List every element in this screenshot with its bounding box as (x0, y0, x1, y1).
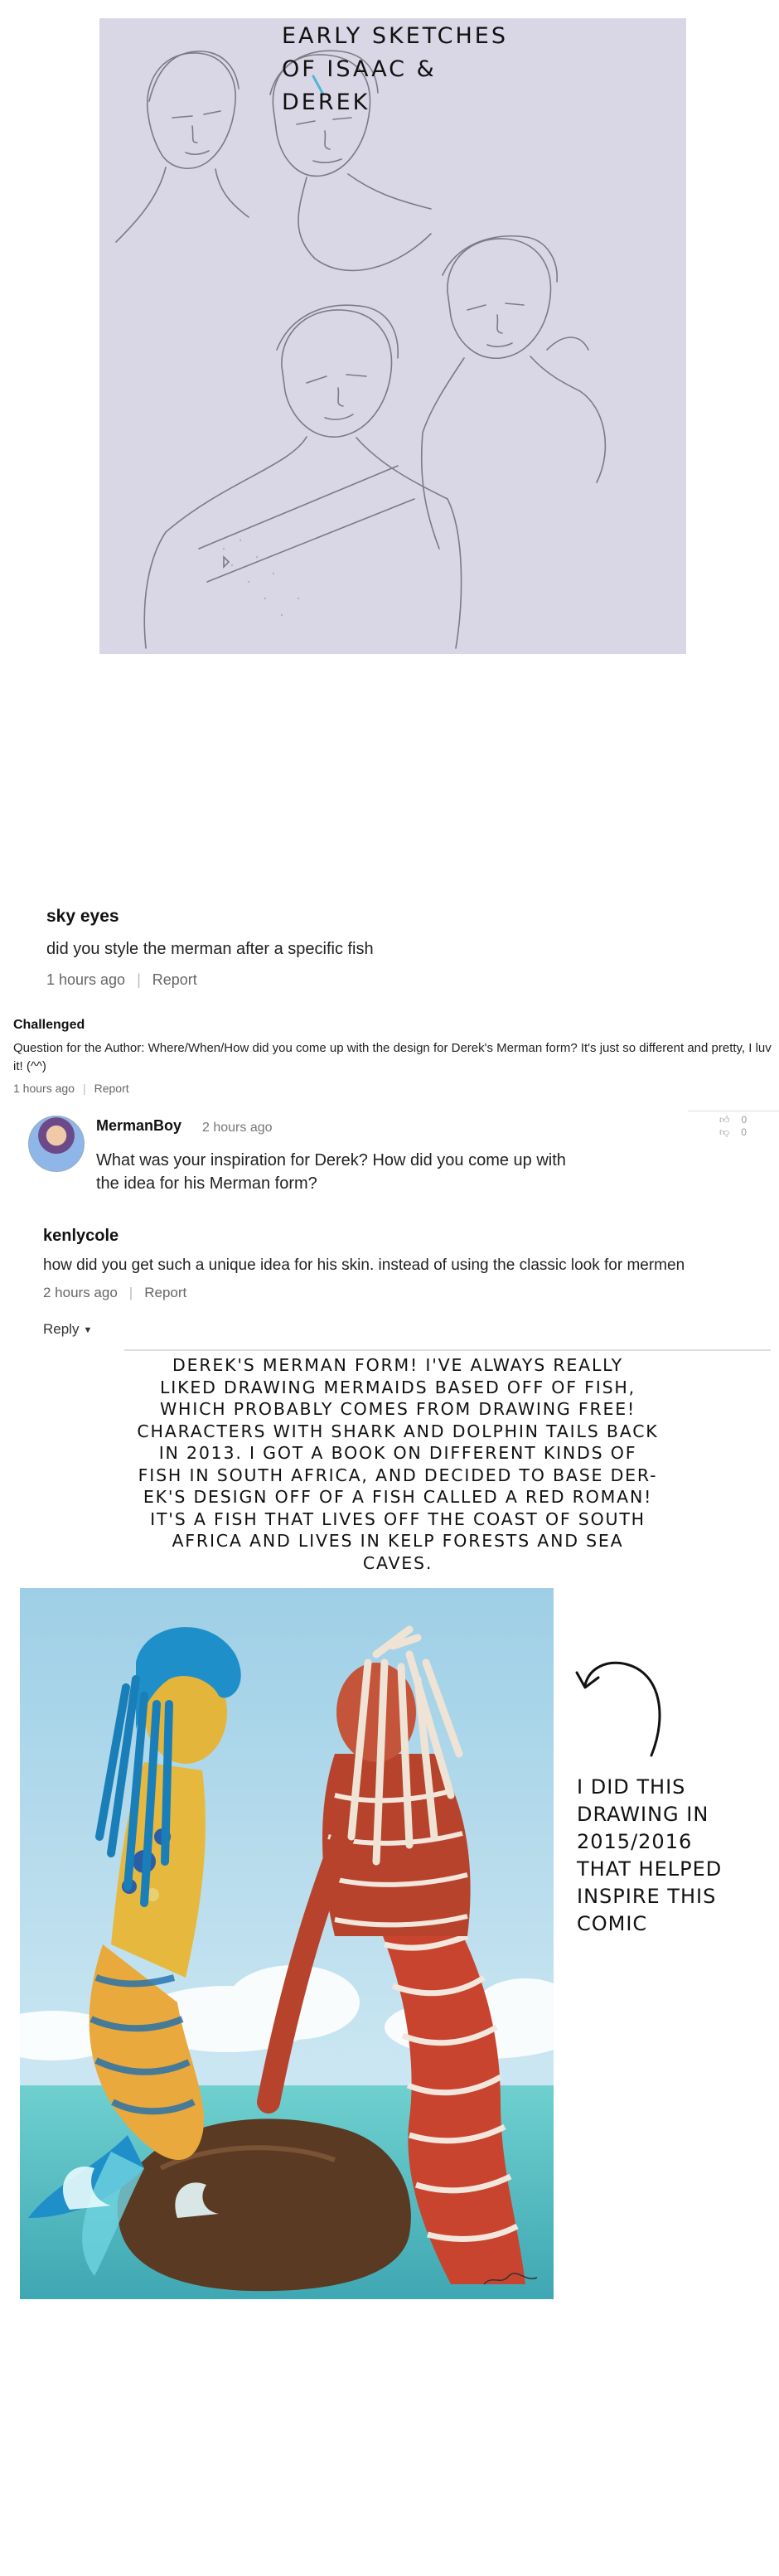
sketch-caption (282, 20, 564, 119)
chevron-down-icon: ▼ (83, 1324, 93, 1335)
comment-body: What was your inspiration for Derek? How did you come up with the idea for his Merman form? (96, 1151, 566, 1193)
avatar[interactable] (28, 1116, 85, 1172)
downvote-count: 0 (741, 1126, 747, 1138)
comment-meta (43, 1285, 186, 1301)
note-line: I DID THIS (577, 1775, 686, 1799)
story-line: EK'S DESIGN OFF OF A FISH CALLED A RED ROMAN! (143, 1487, 653, 1507)
comment-body: Question for the Author: Where/When/How did you come up with the design for Derek's Merman form? It's just so different and pretty, I luv it! (^^) (13, 1041, 772, 1073)
comment-author[interactable]: MermanBoy (96, 1117, 182, 1134)
report-link[interactable]: Report (152, 971, 197, 988)
mermaid-painting (20, 1588, 554, 2299)
story-text (86, 1354, 709, 1574)
report-link[interactable]: Report (94, 1082, 129, 1095)
upvote-count: 0 (741, 1114, 748, 1126)
painting-drawing (20, 1588, 554, 2299)
divider (124, 1349, 771, 1351)
story-line: IN 2013. I GOT A BOOK ON DIFFERENT KINDS OF (158, 1443, 637, 1463)
sketch-caption-line: DEREK (282, 90, 370, 115)
comment-timestamp: 2 hours ago (43, 1285, 118, 1300)
report-link[interactable]: Report (144, 1285, 187, 1300)
comment-author[interactable]: sky eyes (46, 907, 119, 926)
comment-body: did you style the merman after a specific fish (46, 940, 374, 958)
comment-body: how did you get such a unique idea for his skin. instead of using the classic look for mermen (43, 1257, 685, 1274)
thumbs-down-icon: 👎︎ (719, 1126, 730, 1138)
story-line: DEREK'S MERMAN FORM! I'VE ALWAYS REALLY (172, 1355, 623, 1375)
comment-timestamp: 2 hours ago (202, 1121, 273, 1135)
story-line: CHARACTERS WITH SHARK AND DOLPHIN TAILS BACK (137, 1421, 659, 1441)
story-line: CAVES. (362, 1552, 433, 1573)
thumbs-up-icon: 👍︎ (719, 1114, 730, 1126)
meta-separator: | (128, 1285, 133, 1300)
story-line: AFRICA AND LIVES IN KELP FORESTS AND SEA (172, 1531, 624, 1551)
note-line: COMIC (577, 1912, 648, 1935)
vote-controls (719, 1114, 779, 1139)
sketch-caption-line: OF ISAAC & (282, 56, 437, 82)
comment-meta (13, 1082, 129, 1095)
comment-meta (46, 971, 197, 989)
comment-timestamp: 1 hours ago (46, 971, 126, 988)
reply-label: Reply (43, 1321, 80, 1337)
note-line: 2015/2016 (577, 1830, 693, 1853)
story-line: LIKED DRAWING MERMAIDS BASED OFF OF FISH, (160, 1377, 636, 1397)
note-line: THAT HELPED (577, 1857, 723, 1881)
reply-button[interactable] (43, 1321, 92, 1338)
comment-author[interactable]: Challenged (13, 1018, 85, 1032)
comment-timestamp: 1 hours ago (13, 1082, 75, 1095)
story-line: FISH IN SOUTH AFRICA, AND DECIDED TO BASE DER- (138, 1465, 658, 1485)
sketch-caption-line: EARLY SKETCHES (282, 23, 508, 49)
curved-arrow-icon (569, 1648, 668, 1764)
note-line: INSPIRE THIS (577, 1885, 717, 1908)
story-line: WHICH PROBABLY COMES FROM DRAWING FREE! (159, 1399, 636, 1419)
meta-separator: | (82, 1082, 86, 1095)
downvote-button[interactable] (719, 1126, 758, 1138)
story-line: IT'S A FISH THAT LIVES OFF THE COAST OF SOUTH (150, 1508, 646, 1529)
meta-separator: | (137, 971, 141, 988)
note-line: DRAWING IN (577, 1803, 709, 1826)
upvote-button[interactable] (719, 1114, 758, 1126)
comment-author[interactable]: kenlycole (43, 1227, 119, 1245)
artist-note (577, 1774, 767, 1938)
